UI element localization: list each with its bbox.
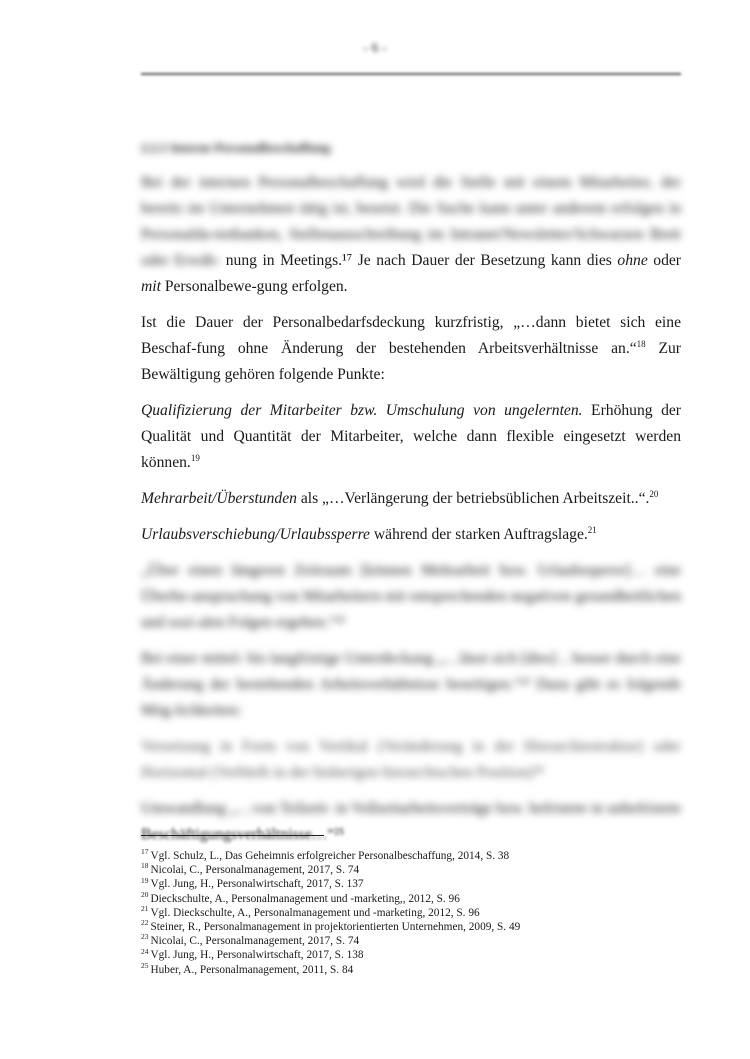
footnote <box>141 934 681 948</box>
footnote-number: 25 <box>141 960 149 970</box>
paragraph-mehrarbeit <box>141 486 681 512</box>
footnote <box>141 849 681 863</box>
footnote-number: 19 <box>141 875 149 885</box>
paragraph-intro <box>141 170 681 300</box>
footnote-number: 20 <box>141 889 149 899</box>
p2-text: Ist die Dauer der Personalbedarfsdeckung kurzfristig, „…dann bietet sich eine Beschaf-fung ohne Änderung der bestehenden Arbeitsverhältnisse an.“ <box>141 314 681 357</box>
p9-blurred: Umwandlung „…von Teilzeit- in Vollzeitarbeitsverträge bzw. befristete in unbefristete <box>141 800 681 817</box>
intro-mit: mit <box>141 278 161 295</box>
footnote <box>141 877 681 891</box>
footnote <box>141 920 681 934</box>
paragraph-versetzung: Versetzung in Form von Vertikal (Veränderung in der Hierarchiestruktur) oder Horizontal (Verbleib in der bisherigen hierarchischen Position)²⁴ <box>141 738 681 781</box>
footnote-ref-20[interactable]: 20 <box>649 488 659 499</box>
section-heading: 2.2.1 Interne Personalbeschaffung <box>141 140 331 155</box>
footnote-number: 18 <box>141 861 149 871</box>
paragraph-kurzfristig <box>141 310 681 388</box>
footnote-ref-19[interactable]: 19 <box>190 452 200 463</box>
paragraph-ueberbeanspruchung: „Über einen längeren Zeitraum [können Mehrarbeit bzw. Urlaubssperre]… eine Überbe-anspruchung von Mitarbeitern mit entsprechenden negativen gesundheitlichen und sozi-alen Folgen ergeben.“²² <box>141 562 681 631</box>
page-content <box>141 140 681 858</box>
footnote <box>141 960 681 977</box>
footnote-text: Steiner, R., Personalmanagement in projektorientierten Unternehmen, 2009, S. 49 <box>150 921 521 934</box>
footnote-number: 24 <box>141 946 149 956</box>
p5-em: Urlaubsverschiebung/Urlaubssperre <box>141 526 370 543</box>
paragraph-qualifizierung <box>141 398 681 476</box>
footnote-number: 21 <box>141 904 149 914</box>
footnote-text: Huber, A., Personalmanagement, 2011, S. 84 <box>150 963 354 976</box>
footnote-number: 17 <box>141 847 149 857</box>
footnote-text: Vgl. Jung, H., Personalwirtschaft, 2017, S. 138 <box>150 949 364 962</box>
footnote <box>141 889 681 906</box>
p9-last-line: Beschäftigungsverhältnisse…“²⁵ <box>141 826 345 843</box>
footnote-text: Nicolai, C., Personalmanagement, 2017, S. 74 <box>150 935 360 948</box>
footnote <box>141 906 681 920</box>
p3-text: Erhöhung der Qualität und Quantität der Mitarbeiter, welche dann flexible eingesetzt werden können. <box>141 402 681 471</box>
p3-em: Qualifizierung der Mitarbeiter bzw. Umschulung von ungelernten. <box>141 402 583 419</box>
paragraph-urlaub <box>141 522 681 548</box>
intro-blurred-text: Bei der internen Personalbeschaffung wird die Stelle mit einem Mitarbeiter, der bereits im Unternehmen tätig ist, besetzt. Die Suche kann unter anderem erfolgen in Personalda-tenbanken, Stellenausschreibung im Intranet/Newsletter/Schwarzen Brett oder Erwäh- <box>141 174 681 269</box>
p4-em: Mehrarbeit/Überstunden <box>141 490 297 507</box>
footnote-rule <box>141 835 324 836</box>
footnote <box>141 863 681 877</box>
footnote-text: Vgl. Dieckschulte, A., Personalmanagement und -marketing, 2012, S. 96 <box>150 906 480 919</box>
p4-text: als „…Verlängerung der betriebsüblichen Arbeitszeit..“. <box>296 490 650 507</box>
footnote-text: Vgl. Jung, H., Personalwirtschaft, 2017, S. 137 <box>150 878 364 891</box>
intro-visible-text <box>141 252 681 295</box>
footnotes <box>141 849 681 977</box>
intro-end: Personalbewe-gung erfolgen. <box>160 278 348 295</box>
p5-text: während der starken Auftragslage. <box>369 526 588 543</box>
paragraph-langfristig: Bei einer mittel- bis langfristige Unterdeckung „…lässt sich [dies] .. besser durch eine Änderung der bestehenden Arbeitsverhältnisse beseitigen.“²³ Dazu gibt es folgende Mög-lichkeiten: <box>141 650 681 719</box>
footnote-text: Nicolai, C., Personalmanagement, 2017, S. 74 <box>150 864 360 877</box>
paragraph-umwandlung <box>141 796 681 848</box>
footnote-ref-21[interactable]: 21 <box>587 524 597 535</box>
page-number: - 6 - <box>363 41 387 56</box>
header-rule <box>141 73 681 75</box>
p2-tail: Zur Bewältigung gehören folgende Punkte: <box>141 340 681 383</box>
footnote-text: Vgl. Schulz, L., Das Geheimnis erfolgreicher Personalbeschaffung, 2014, S. 38 <box>150 850 510 862</box>
footnote-number: 23 <box>141 932 149 942</box>
footnote-text: Dieckschulte, A., Personalmanagement und -marketing,, 2012, S. 96 <box>150 892 460 905</box>
intro-oder: oder <box>647 252 681 269</box>
intro-line: nung in Meetings.¹⁷ Je nach Dauer der Besetzung kann dies <box>225 252 618 269</box>
footnote-number: 22 <box>141 918 149 928</box>
intro-ohne: ohne <box>617 252 648 269</box>
footnote-ref-18[interactable]: 18 <box>636 338 646 349</box>
footnote <box>141 948 681 962</box>
